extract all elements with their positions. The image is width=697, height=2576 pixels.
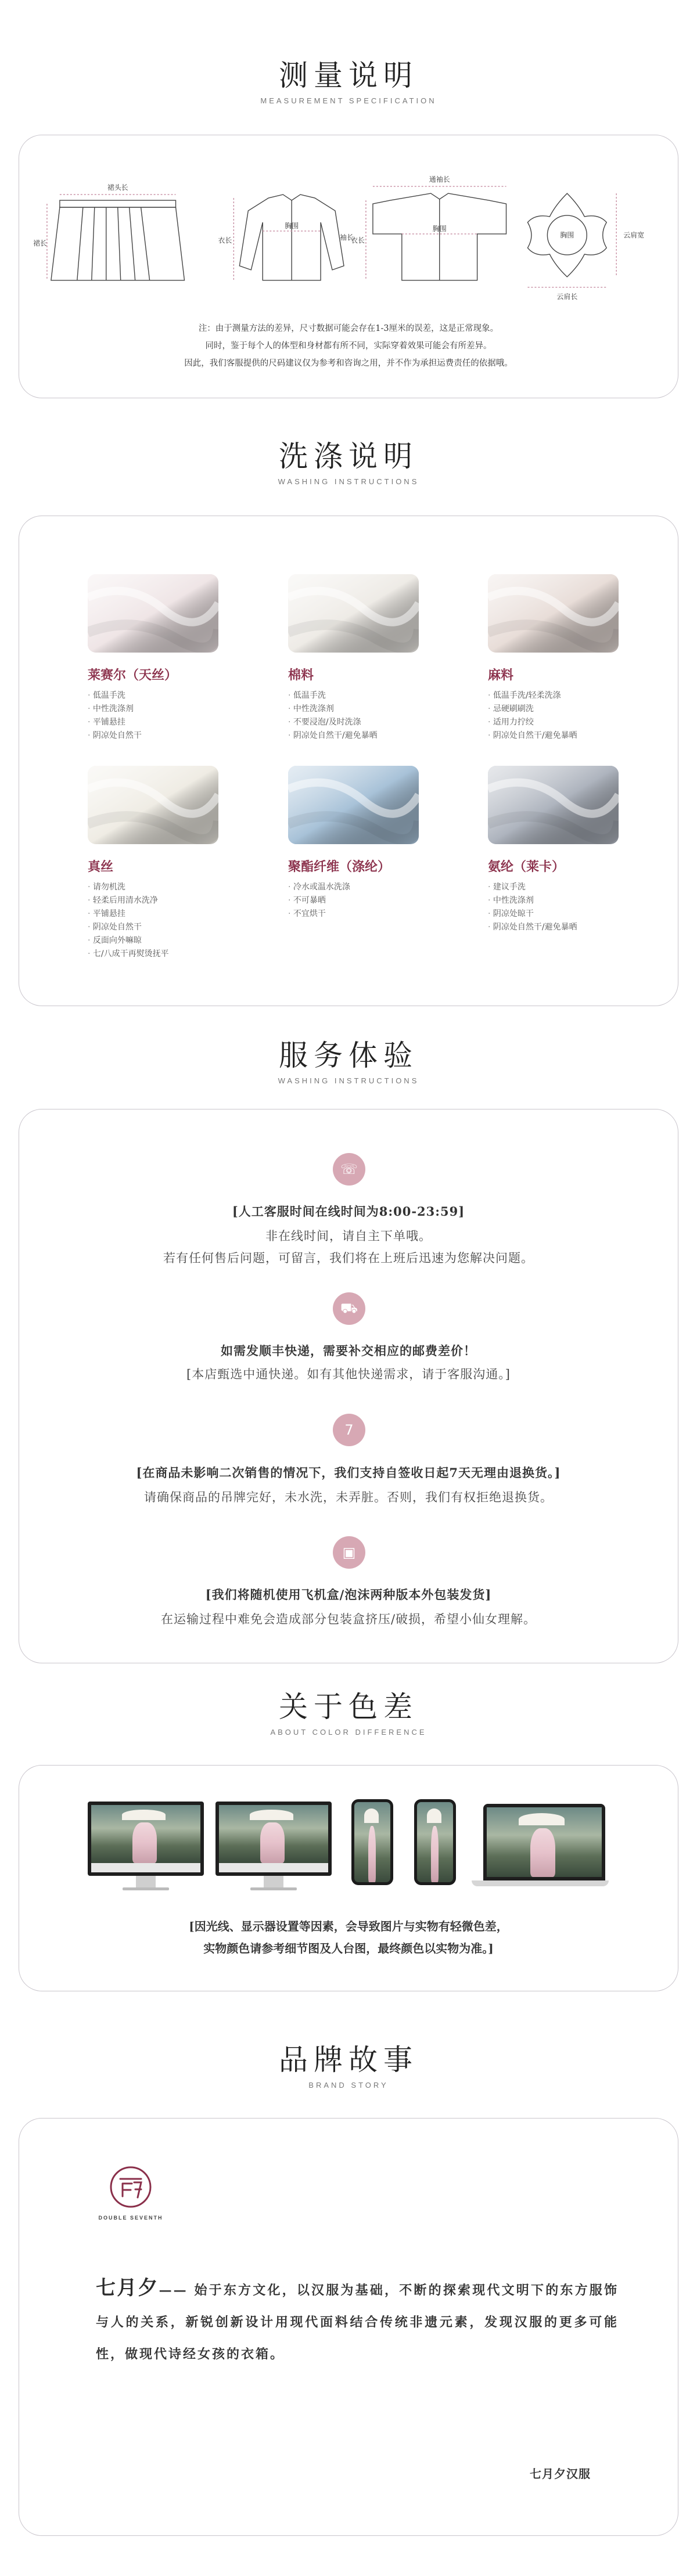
service-line: [人工客服时间在线时间为8:00-23:59] xyxy=(232,1204,465,1219)
fabric-card xyxy=(88,766,262,961)
brand-title: 品牌故事 xyxy=(279,2043,418,2077)
brand-logo xyxy=(96,2165,166,2221)
fabric-care-item: · 适用力拧绞 xyxy=(488,716,662,729)
fabric-name: 真丝 xyxy=(88,860,114,874)
color-diff-subtitle: ABOUT COLOR DIFFERENCE xyxy=(270,1728,427,1736)
label-cuff-to-cuff: 通袖长 xyxy=(429,175,450,184)
brand-logo-text: DOUBLE SEVENTH xyxy=(98,2215,163,2221)
fabric-swatch xyxy=(488,766,619,844)
measurement-subtitle: MEASUREMENT SPECIFICATION xyxy=(260,96,437,105)
color-diff-title: 关于色差 xyxy=(279,1690,418,1724)
service-subtitle: WASHING INSTRUCTIONS xyxy=(278,1076,419,1085)
fabric-name: 莱赛尔（天丝） xyxy=(88,668,178,683)
fabric-card xyxy=(88,574,262,743)
fabric-care-item: · 阴凉处自然干/避免暴晒 xyxy=(288,729,462,743)
fabric-care-item: · 忌硬刷刷洗 xyxy=(488,702,662,716)
fabric-swatch xyxy=(88,574,218,653)
service-line: 非在线时间，请自主下单哦。 xyxy=(265,1229,432,1243)
fabric-care-item: · 阴凉处自然干/避免暴晒 xyxy=(488,729,662,743)
truck-icon: ⛟ xyxy=(333,1292,365,1325)
monitor-icon xyxy=(215,1802,332,1890)
monitor-icon xyxy=(88,1802,204,1890)
fabric-care-item: · 轻柔后用清水洗净 xyxy=(88,894,262,907)
service-line: [在商品未影响二次销售的情况下，我们支持自签收日起7天无理由退换货。] xyxy=(136,1465,561,1480)
seven-icon: 7 xyxy=(333,1414,365,1446)
service-card xyxy=(19,1109,678,1663)
fabric-card xyxy=(488,766,662,934)
fabric-care-item: · 不可暴晒 xyxy=(288,894,462,907)
fabric-care-item: · 中性洗涤剂 xyxy=(88,702,262,716)
fabric-care-list xyxy=(88,881,262,961)
service-line: 如需发顺丰快递，需要补交相应的邮费差价！ xyxy=(221,1343,476,1358)
headset-icon: ☏ xyxy=(333,1153,365,1186)
fabric-card xyxy=(488,574,662,743)
fabric-name: 麻料 xyxy=(488,668,514,683)
fabric-care-list xyxy=(288,689,462,743)
fabric-name: 聚酯纤维（涤纶） xyxy=(288,860,391,874)
fabric-swatch xyxy=(288,574,419,653)
measurement-title: 测量说明 xyxy=(279,59,418,92)
color-diff-note-line: 实物颜色请参考细节图及人台图，最终颜色以实物为准。] xyxy=(203,1941,494,1955)
laptop-icon xyxy=(479,1804,609,1886)
fabric-care-item: · 阴凉处自然干/避免暴晒 xyxy=(488,921,662,934)
brand-header xyxy=(0,2042,697,2089)
label-cape-length: 云肩长 xyxy=(556,292,578,301)
measurement-note-line: 注：由于测量方法的差异，尺寸数据可能会存在1-3厘米的误差，这是正常现象。 xyxy=(198,324,499,333)
label-skirt-length: 裙长 xyxy=(33,239,47,247)
fabric-care-item: · 中性洗涤剂 xyxy=(288,702,462,716)
fabric-care-item: · 七/八成干再熨烫抚平 xyxy=(88,947,262,961)
brand-story-text: —— 始于东方文化，以汉服为基础，不断的探索现代文明下的东方服饰与人的关系，新锐创新设计用现代面料结合传统非遗元素，发现汉服的更多可能性，做现代诗经女孩的衣箱。 xyxy=(96,2283,619,2362)
service-line: 请确保商品的吊牌完好，未水洗，未弄脏。否则，我们有权拒绝退换货。 xyxy=(144,1490,553,1504)
measurement-note-line: 同时，鉴于每个人的体型和身材都有所不同，实际穿着效果可能会有所差异。 xyxy=(205,341,492,351)
washing-subtitle: WASHING INSTRUCTIONS xyxy=(278,477,419,486)
brand-name: 七月夕 xyxy=(96,2276,159,2300)
fabric-care-item: · 低温手洗 xyxy=(88,689,262,702)
service-line: 若有任何售后问题，可留言，我们将在上班后迅速为您解决问题。 xyxy=(163,1251,534,1265)
washing-title: 洗涤说明 xyxy=(279,439,418,473)
fabric-care-item: · 低温手洗/轻柔洗涤 xyxy=(488,689,662,702)
fabric-care-item: · 阴凉处自然干 xyxy=(88,729,262,743)
color-diff-note-line: [因光线、显示器设置等因素，会导致图片与实物有轻微色差， xyxy=(189,1919,508,1933)
brand-subtitle: BRAND STORY xyxy=(308,2081,389,2089)
washing-card xyxy=(19,516,678,1006)
fabric-care-item: · 平铺悬挂 xyxy=(88,716,262,729)
service-header xyxy=(0,1038,697,1085)
brand-story xyxy=(96,2272,619,2370)
label-sleeve: 袖长 xyxy=(340,233,354,242)
shirt-diagram-icon xyxy=(233,194,344,280)
fabric-care-item: · 不宜烘干 xyxy=(288,907,462,921)
service-title: 服务体验 xyxy=(279,1039,418,1072)
fabric-care-item: · 阴凉处晾干 xyxy=(488,907,662,921)
fabric-swatch xyxy=(288,766,419,844)
phone-icon xyxy=(351,1799,393,1885)
measurement-card xyxy=(19,135,678,398)
label-chest: 胸围 xyxy=(285,221,299,230)
fabric-care-item: · 不要浸泡/及时洗涤 xyxy=(288,716,462,729)
measurement-diagrams xyxy=(19,135,678,309)
robe-diagram-icon xyxy=(366,186,506,280)
fabric-care-list xyxy=(288,881,462,921)
service-line: 在运输过程中难免会造成部分包装盒挤压/破损，希望小仙女理解。 xyxy=(160,1612,537,1626)
color-diff-note xyxy=(19,1915,678,1959)
label-shirt-length: 衣长 xyxy=(218,236,232,244)
label-cape-center: 胸围 xyxy=(560,230,574,239)
fabric-care-item: · 中性洗涤剂 xyxy=(488,894,662,907)
brand-seal-icon xyxy=(109,2165,153,2209)
cloud-cape-diagram-icon xyxy=(527,193,616,287)
fabric-care-list xyxy=(488,881,662,934)
fabric-name: 棉料 xyxy=(288,668,314,683)
measurement-header xyxy=(0,58,697,105)
label-skirt-waist: 裙头长 xyxy=(107,183,128,192)
fabric-care-list xyxy=(88,689,262,743)
color-diff-card xyxy=(19,1765,678,1991)
fabric-care-item: · 阴凉处自然干 xyxy=(88,921,262,934)
fabric-care-item: · 平铺悬挂 xyxy=(88,907,262,921)
service-line: [本店甄选中通快递。如有其他快递需求，请于客服沟通。] xyxy=(186,1367,511,1381)
fabric-name: 氨纶（莱卡） xyxy=(488,860,565,874)
fabric-swatch xyxy=(88,766,218,844)
fabric-care-item: · 冷水或温水洗涤 xyxy=(288,881,462,894)
label-cape-width: 云肩宽 xyxy=(623,230,645,239)
fabric-care-item: · 请勿机洗 xyxy=(88,881,262,894)
skirt-diagram-icon xyxy=(47,194,185,280)
fabric-swatch xyxy=(488,574,619,653)
fabric-care-list xyxy=(488,689,662,743)
measurement-note-line: 因此，我们客服提供的尺码建议仅为参考和咨询之用，并不作为承担运费责任的依据哦。 xyxy=(184,359,513,368)
color-diff-header xyxy=(0,1689,697,1736)
measurement-note xyxy=(19,320,678,372)
fabric-card xyxy=(288,574,462,743)
brand-card xyxy=(19,2118,678,2536)
fabric-card xyxy=(288,766,462,921)
service-line: [我们将随机使用飞机盒/泡沫两种版本外包装发货] xyxy=(205,1587,492,1602)
fabric-care-item: · 低温手洗 xyxy=(288,689,462,702)
fabric-care-item: · 反面向外嘛晾 xyxy=(88,934,262,947)
brand-signature: 七月夕汉服 xyxy=(530,2467,591,2481)
washing-header xyxy=(0,439,697,486)
label-robe-length: 衣长 xyxy=(350,236,365,244)
fabric-care-item: · 建议手洗 xyxy=(488,881,662,894)
label-robe-chest: 胸围 xyxy=(432,224,447,233)
phone-icon xyxy=(414,1799,456,1885)
package-icon: ▣ xyxy=(333,1536,365,1569)
